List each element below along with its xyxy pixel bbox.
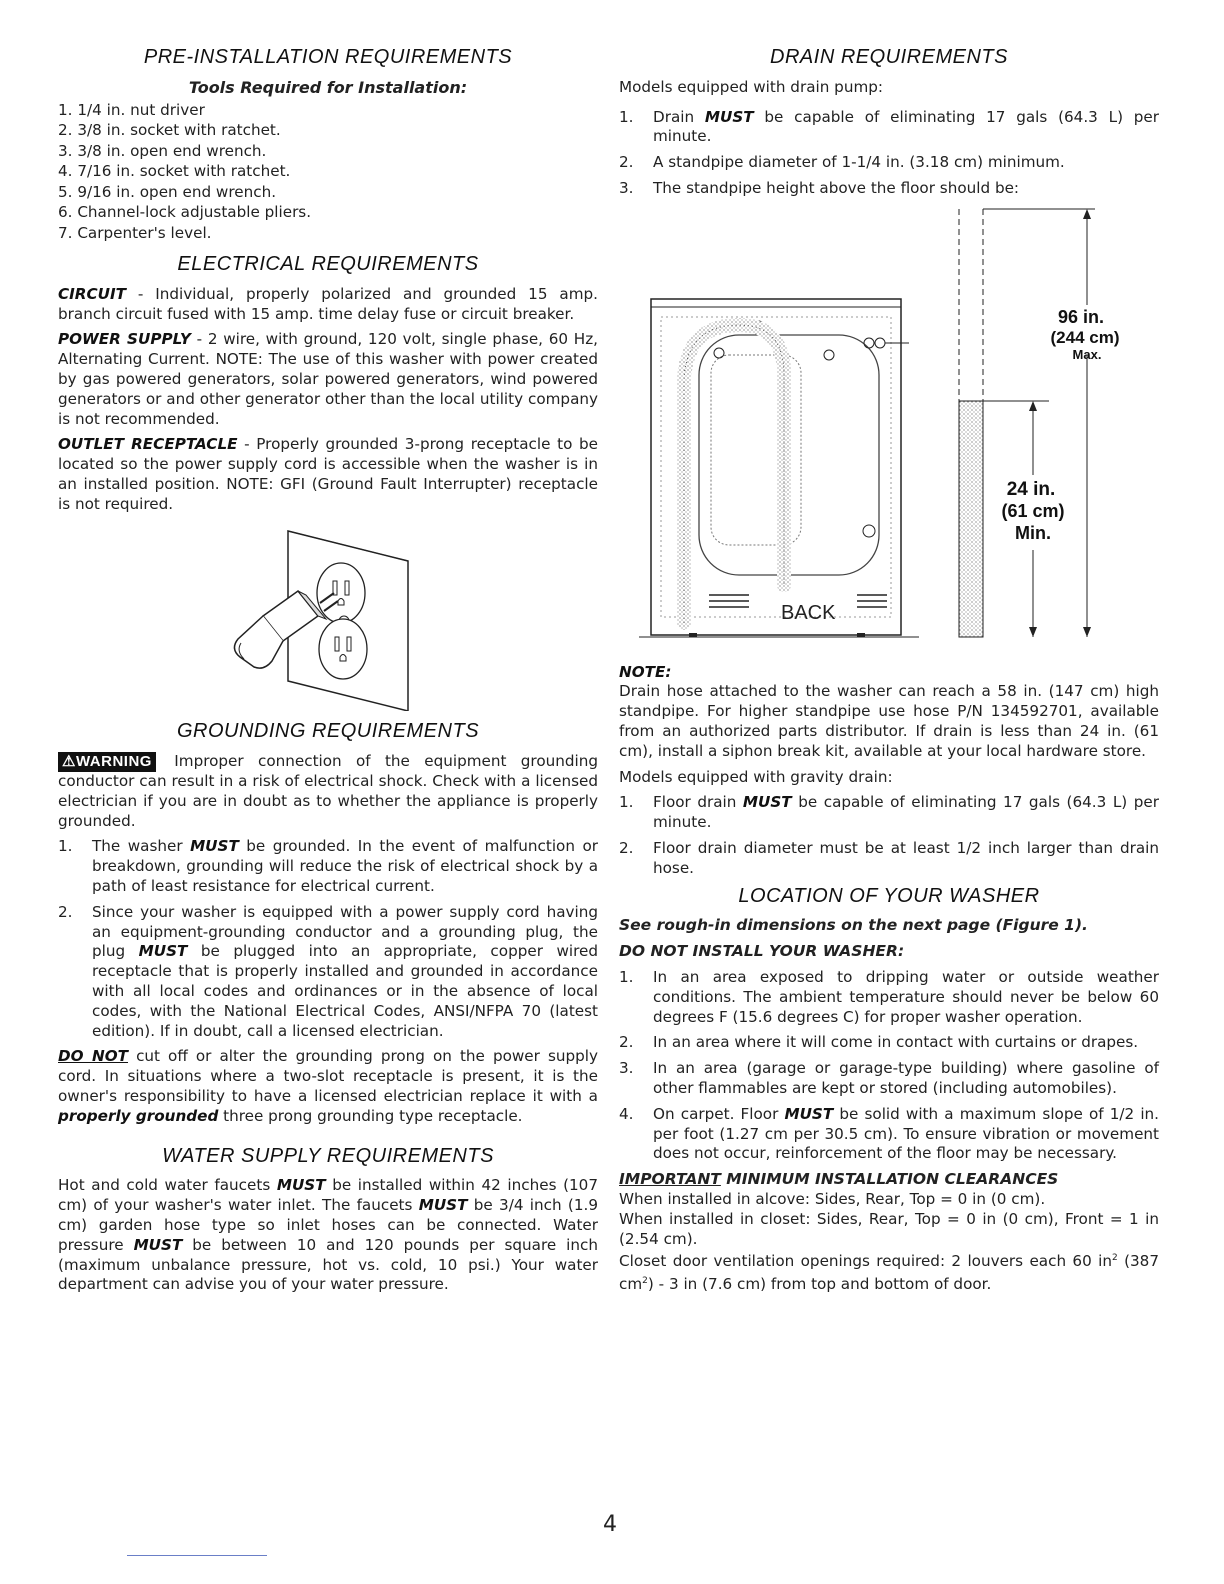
grounding-list: [58, 837, 598, 1041]
right-column: [619, 48, 1159, 1295]
list-item: 3. The standpipe height above the floor should be:: [619, 178, 1020, 197]
list-item: 2. A standpipe diameter of 1-1/4 in. (3.18 cm) minimum.: [619, 153, 1065, 172]
gravity-list: [619, 793, 1159, 878]
back-label: BACK: [781, 601, 836, 624]
list-item: 5. 9/16 in. open end wrench.: [58, 182, 277, 201]
pump-list: [619, 108, 1159, 199]
water-supply-heading: WATER SUPPLY REQUIREMENTS: [162, 1144, 494, 1167]
list-item: 2. In an area where it will come in contact with curtains or drapes.: [619, 1033, 1139, 1052]
min-label: Min.: [1015, 522, 1051, 543]
electrical-heading: ELECTRICAL REQUIREMENTS: [177, 253, 479, 276]
list-item: 1. In an area exposed to dripping water or outside weather conditions. The ambient temperature should never be below 60 degrees F (15.6 degrees C) for proper washer operation.: [619, 967, 1159, 1026]
location-section: [619, 884, 1159, 1295]
water-paragraph: Hot and cold water faucets MUST be installed within 42 inches (107 cm) of your washer's water inlet. The faucets MUST be 3/4 inch (1.9 cm) garden hose type so inlet hoses can be connected. Water pressure MUST be between 10 and 120 pounds per square inch (maximum unbalance pressure, hot vs. cold, 10 psi.) Your water department can advise you of your water pressure.: [58, 1176, 598, 1294]
list-item: 3. In an area (garage or garage-type building) where gasoline of other flammables are kept or stored (including automobiles).: [619, 1059, 1159, 1097]
closet-clearance: When installed in closet: Sides, Rear, Top = 0 in (0 cm), Front = 1 in (2.54 cm).: [619, 1209, 1159, 1248]
min-height-value: 24 in.: [1006, 478, 1056, 500]
list-item: 2. Since your washer is equipped with a power supply cord having an equipment-grounding conductor and a grounding plug, the plug MUST be plugged into an appropriate, copper wired receptacle that is properly installed and grounded in accordance with all local codes and ordinances or in the absence of local codes, with the National Electrical Codes, ANSI/NFPA 70 (latest edition). If in doubt, call a licensed electrician.: [58, 902, 598, 1040]
pump-intro: Models equipped with drain pump:: [619, 77, 883, 96]
list-item: 1. Drain MUST be capable of eliminating 17 gals (64.3 L) per minute.: [619, 107, 1160, 146]
page-number: 4: [603, 1512, 617, 1537]
list-item: 6. Channel-lock adjustable pliers.: [58, 203, 312, 222]
min-height-metric: (61 cm): [1001, 500, 1065, 521]
gravity-intro: Models equipped with gravity drain:: [619, 767, 893, 786]
max-height-value: 96 in.: [1057, 306, 1105, 327]
do-not-install-heading: DO NOT INSTALL YOUR WASHER:: [619, 942, 905, 961]
grounding-heading: GROUNDING REQUIREMENTS: [176, 720, 480, 743]
drain-heading: DRAIN REQUIREMENTS: [770, 46, 1008, 68]
washer-back-illustration: [639, 299, 919, 637]
list-item: 7. Carpenter's level.: [58, 223, 212, 242]
power-supply-paragraph: POWER SUPPLY - 2 wire, with ground, 120 volt, single phase, 60 Hz, Alternating Current. NOTE: The use of this washer with power created by gas powered generators, solar powered generators, wind powered generators or and other generator other than the local utility company is not recommended.: [58, 330, 598, 428]
circuit-paragraph: CIRCUIT - Individual, properly polarized and grounded 15 amp. branch circuit fused with 15 amp. time delay fuse or circuit breaker.: [58, 284, 598, 323]
footer-rule: [127, 1555, 267, 1556]
list-item: 1. Floor drain MUST be capable of eliminating 17 gals (64.3 L) per minute.: [619, 793, 1159, 832]
max-label: Max.: [1072, 346, 1102, 362]
pre-installation-section: [58, 48, 598, 243]
electrical-section: [58, 255, 598, 716]
alcove-clearance: When installed in alcove: Sides, Rear, Top = 0 in (0 cm).: [619, 1189, 1046, 1208]
max-height-metric: (244 cm): [1050, 327, 1120, 347]
left-column: [58, 48, 598, 1301]
clearances-heading: IMPORTANT MINIMUM INSTALLATION CLEARANCES: [619, 1170, 1059, 1189]
pre-installation-heading: PRE-INSTALLATION REQUIREMENTS: [143, 46, 513, 68]
warning-badge: ⚠WARNING: [58, 752, 156, 772]
lower-socket: [319, 619, 367, 679]
list-item: 1. The washer MUST be grounded. In the event of malfunction or breakdown, grounding will reduce the risk of electrical shock by a path of least resistance for electrical current.: [58, 837, 598, 896]
list-item: 1. 1/4 in. nut driver: [58, 100, 205, 119]
list-item: 4. On carpet. Floor MUST be solid with a maximum slope of 1/2 in. per foot (1.27 cm per 30.5 cm). To ensure vibration or movement does not occur, reinforcement of the floor may be necessary.: [619, 1104, 1159, 1163]
water-supply-section: [58, 1144, 598, 1296]
list-item: 3. 3/8 in. open end wrench.: [58, 141, 267, 160]
standpipe-diagram: [619, 205, 1159, 655]
drain-section: [619, 48, 1159, 879]
list-item: 2. Floor drain diameter must be at least 1/2 inch larger than drain hose.: [619, 838, 1159, 877]
grounding-section: [58, 722, 598, 1126]
tools-heading: Tools Required for Installation:: [188, 77, 468, 97]
outlet-paragraph: OUTLET RECEPTACLE - Properly grounded 3-prong receptacle to be located so the power supply cord is accessible when the washer is in an installed position. NOTE: GFI (Ground Fault Interrupter) receptacle is not required.: [58, 435, 598, 513]
note-paragraph: Drain hose attached to the washer can reach a 58 in. (147 cm) high standpipe. For higher standpipe use hose P/N 134592701, available from an authorized parts distributor. If drain is less than 24 in. (61 cm), install a siphon break kit, available at your local hardware store.: [619, 682, 1159, 760]
ventilation-requirement: Closet door ventilation openings required: 2 louvers each 60 $in^2$ (387 $cm^2) - 3$ in (7.6 cm) from top and bottom of door.: [619, 1252, 1159, 1294]
list-item: 2. 3/8 in. socket with ratchet.: [58, 121, 281, 140]
location-list: [619, 968, 1159, 1164]
outlet-illustration: [58, 521, 598, 711]
tools-list: [58, 100, 598, 244]
max-dimension-arrow: [1083, 209, 1091, 637]
rough-in-reference: See rough-in dimensions on the next page (Figure 1).: [619, 916, 1088, 935]
location-heading: LOCATION OF YOUR WASHER: [738, 884, 1040, 907]
upper-socket: [317, 563, 365, 623]
do-not-paragraph: DO NOT cut off or alter the grounding prong on the power supply cord. In situations where a two-slot receptacle is present, it is the owner's responsibility to have a licensed electrician replace it with a properly grounded three prong grounding type receptacle.: [58, 1047, 598, 1125]
note-title: NOTE:: [619, 662, 672, 681]
warning-paragraph: ⚠WARNING Improper connection of the equipment grounding conductor can result in a risk of electrical shock. Check with a licensed electrician if you are in doubt as to whether the appliance is properly grounded.: [58, 752, 598, 830]
list-item: 4. 7/16 in. socket with ratchet.: [58, 162, 291, 181]
standpipe: [959, 209, 1095, 637]
